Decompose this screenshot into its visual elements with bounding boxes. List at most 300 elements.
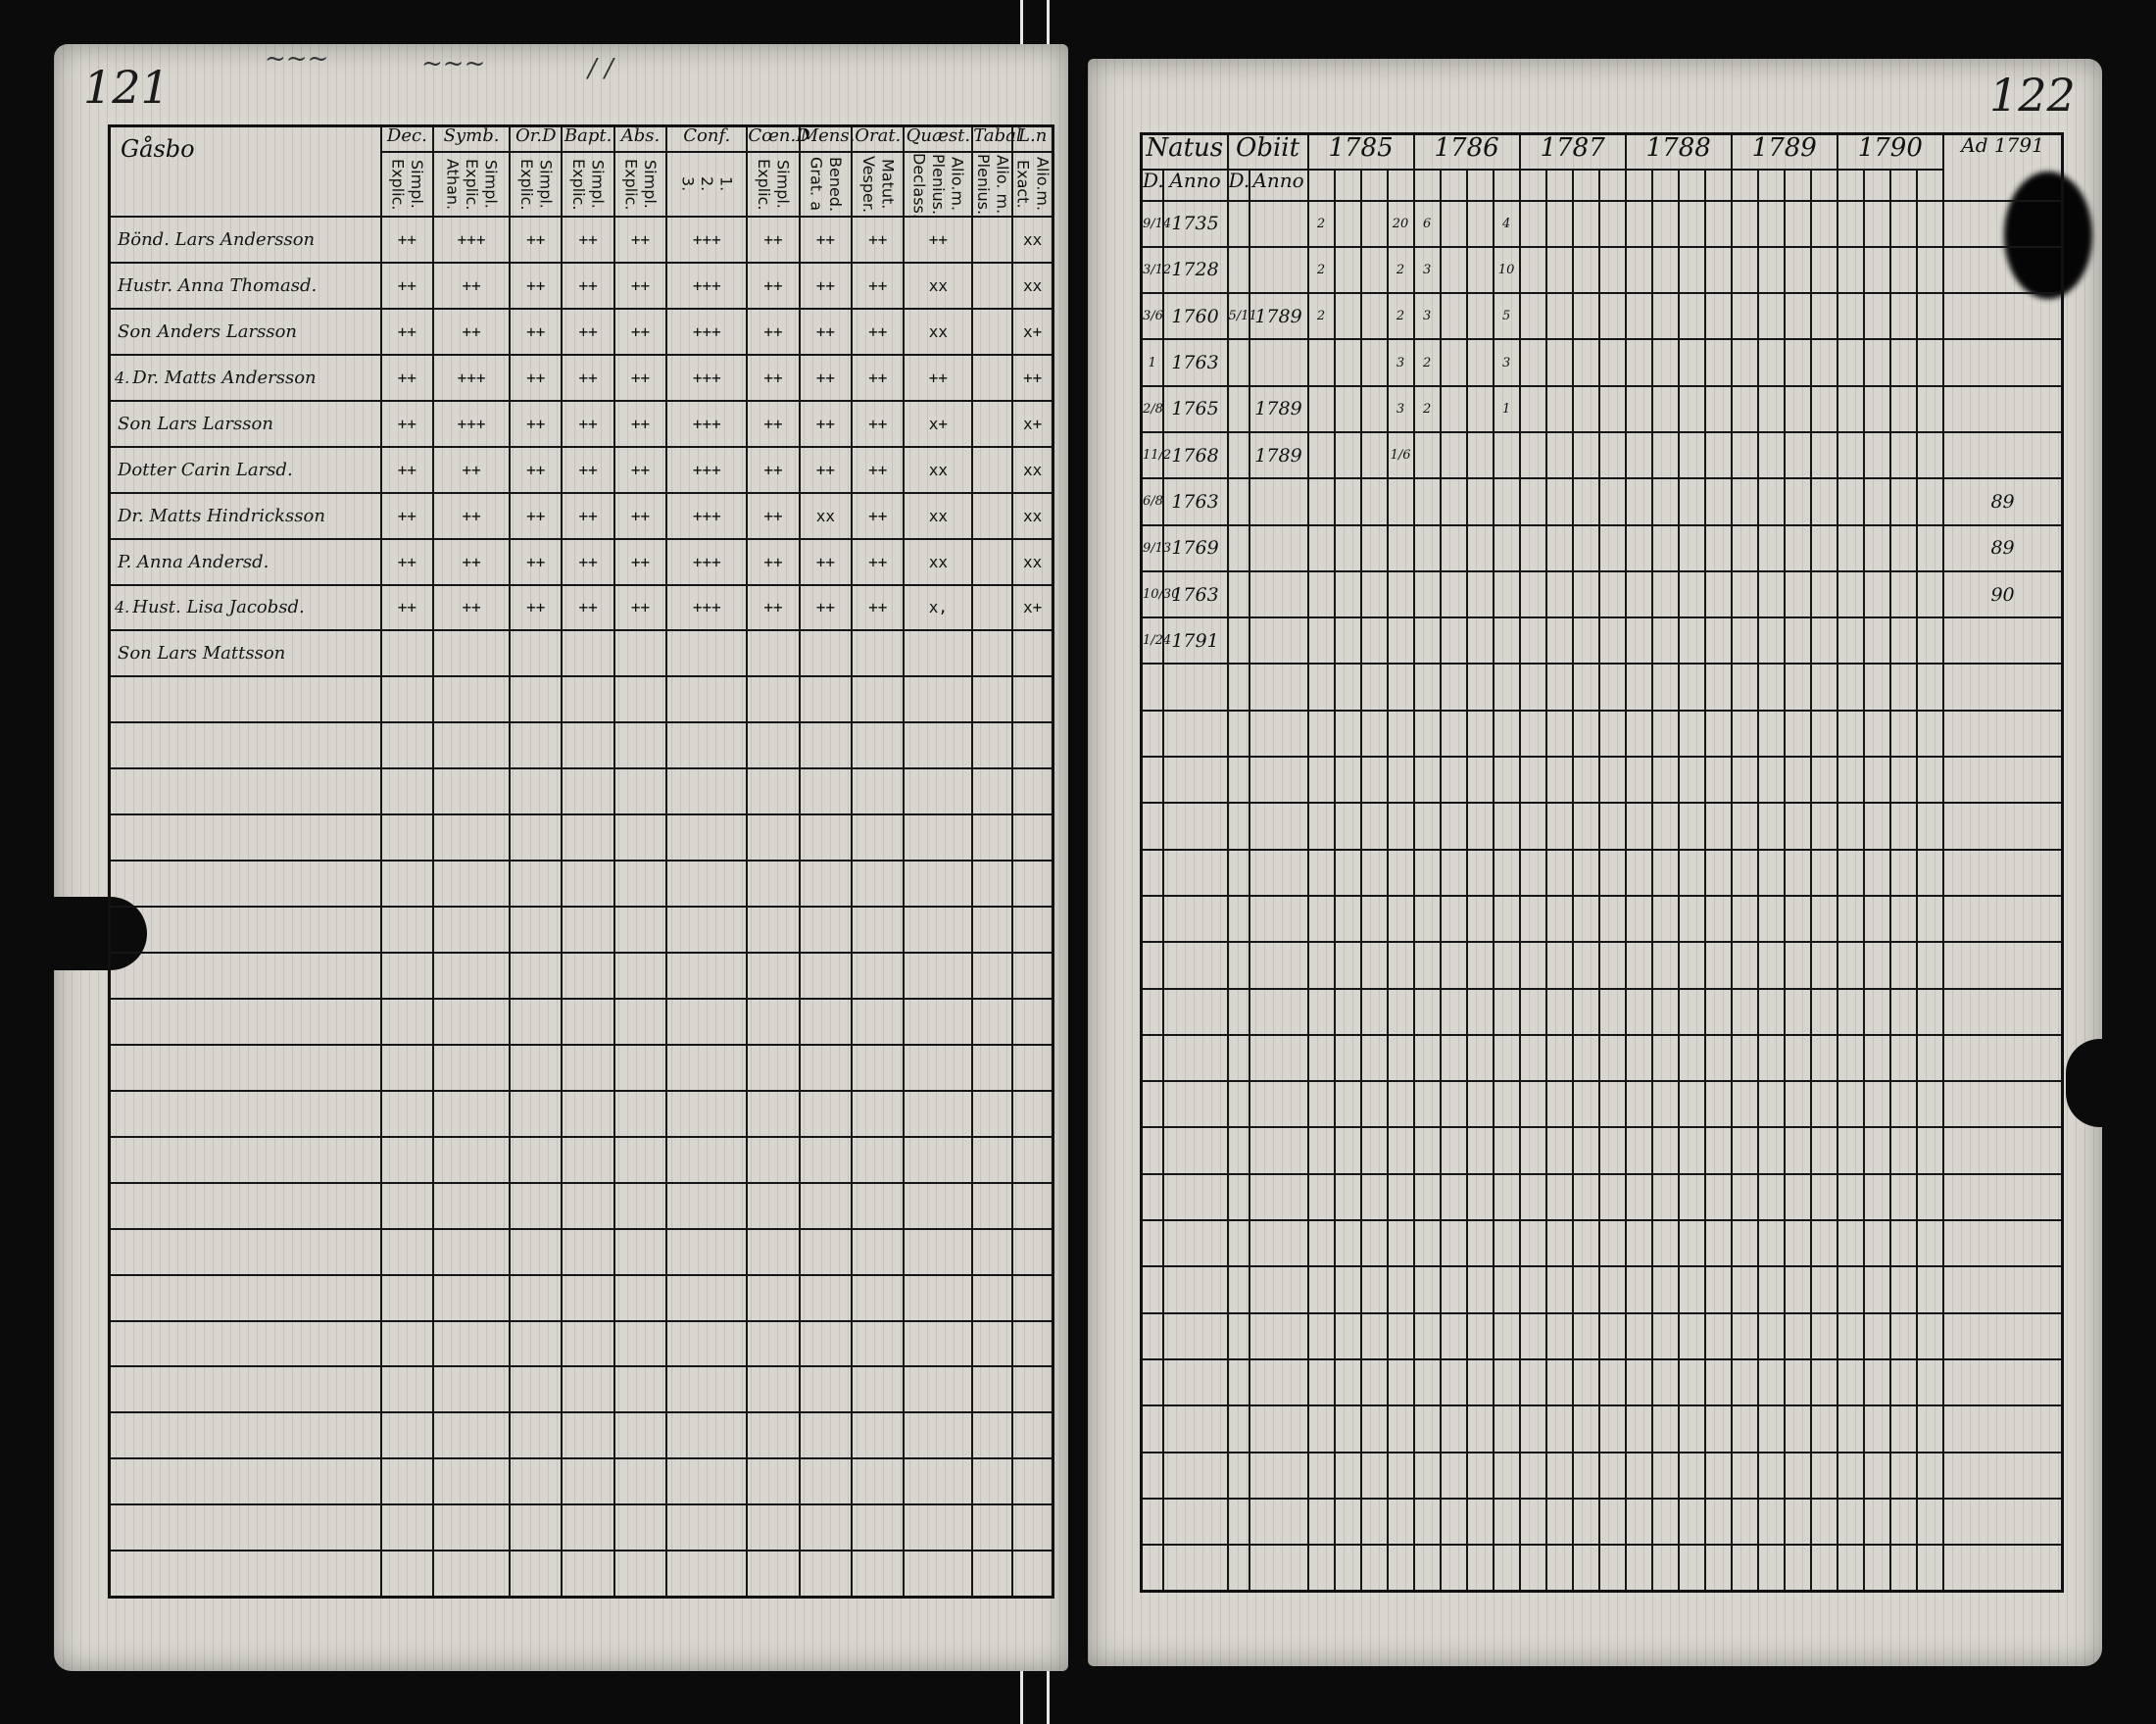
year-mark-cell: [1864, 478, 1890, 524]
mark-cell: ++: [800, 263, 852, 309]
year-mark-cell: [1441, 525, 1467, 571]
year-mark-cell: [1705, 247, 1732, 293]
empty-row: [1142, 1545, 2063, 1591]
empty-cell: [1308, 896, 1335, 942]
obiit-year-cell: [1250, 571, 1308, 617]
year-mark-cell: [1890, 571, 1917, 617]
empty-cell: [1520, 850, 1546, 896]
empty-cell: [1652, 1453, 1679, 1499]
year-mark-cell: [1811, 478, 1838, 524]
empty-cell: [1599, 942, 1626, 988]
empty-cell: [1838, 1499, 1864, 1545]
empty-cell: [1864, 850, 1890, 896]
column-subheaders: [801, 153, 851, 216]
mark-cell: ++: [852, 217, 904, 263]
empty-cell: [1520, 1453, 1546, 1499]
empty-cell: [1250, 1453, 1308, 1499]
empty-cell: [381, 1504, 433, 1551]
empty-cell: [904, 1137, 972, 1183]
empty-cell: [972, 953, 1012, 999]
empty-cell: [1388, 1220, 1414, 1266]
empty-cell: [1388, 942, 1414, 988]
year-mark-cell: [1838, 293, 1864, 339]
name-cell: [110, 630, 381, 676]
year-mark-cell: [1414, 525, 1441, 571]
empty-cell: [1758, 1545, 1785, 1591]
empty-cell: [1467, 1405, 1494, 1452]
empty-cell: [510, 1366, 562, 1412]
empty-cell: [1414, 1127, 1441, 1173]
empty-cell: [614, 814, 666, 861]
empty-cell: [510, 861, 562, 907]
natus-day-cell: 3/6: [1142, 293, 1163, 339]
empty-cell: [747, 1091, 799, 1137]
empty-cell: [1758, 1081, 1785, 1127]
empty-cell: [972, 1045, 1012, 1091]
person-name: Hust. Lisa Jacobsd.: [132, 597, 305, 618]
empty-cell: [852, 1412, 904, 1458]
empty-cell: [1599, 850, 1626, 896]
empty-cell: [1308, 664, 1335, 710]
empty-cell: [614, 676, 666, 722]
empty-cell: [562, 1091, 613, 1137]
empty-cell: [1943, 1405, 2063, 1452]
empty-cell: [1864, 1220, 1890, 1266]
empty-cell: [1679, 1127, 1705, 1173]
empty-cell: [1361, 850, 1388, 896]
empty-cell: [1732, 1081, 1758, 1127]
mark-cell: ++: [852, 539, 904, 585]
mark-cell: ++: [562, 539, 613, 585]
empty-cell: [110, 1321, 381, 1367]
year-mark-cell: [1573, 201, 1599, 247]
empty-cell: [1441, 1313, 1467, 1359]
empty-cell: [1626, 896, 1652, 942]
empty-cell: [1626, 757, 1652, 803]
empty-cell: [1414, 942, 1441, 988]
year-mark-cell: [1652, 386, 1679, 432]
year-mark-cell: [1414, 617, 1441, 664]
year-mark-cell: [1335, 386, 1361, 432]
empty-cell: [666, 1137, 747, 1183]
year-mark-cell: [1838, 571, 1864, 617]
empty-cell: [1705, 1313, 1732, 1359]
empty-cell: [1758, 896, 1785, 942]
year-mark-cell: [1652, 339, 1679, 385]
empty-cell: [1467, 1174, 1494, 1220]
empty-cell: [1864, 989, 1890, 1035]
year-mark-cell: [1864, 293, 1890, 339]
empty-cell: [1705, 1081, 1732, 1127]
column-subheaders: [853, 153, 903, 216]
empty-cell: [1361, 1266, 1388, 1312]
empty-cell: [1626, 989, 1652, 1035]
empty-cell: [1012, 676, 1053, 722]
empty-cell: [1864, 1035, 1890, 1081]
empty-cell: [1388, 803, 1414, 849]
empty-cell: [852, 814, 904, 861]
empty-cell: [666, 1091, 747, 1137]
obiit-day-cell: [1228, 478, 1250, 524]
column-subheader: Alio. m.: [993, 154, 1012, 215]
empty-cell: [433, 1551, 510, 1597]
column-subheader: Bened.: [825, 156, 845, 213]
mark-cell: ++: [614, 401, 666, 447]
empty-cell: [1890, 1081, 1917, 1127]
empty-cell: [1361, 942, 1388, 988]
year-mark-cell: [1705, 339, 1732, 385]
empty-cell: [1414, 1035, 1441, 1081]
empty-cell: [1732, 1453, 1758, 1499]
year-mark-cell: [1890, 201, 1917, 247]
empty-cell: [1335, 757, 1361, 803]
empty-cell: [614, 1551, 666, 1597]
year-mark-cell: [1732, 201, 1758, 247]
empty-row: [110, 1551, 1054, 1597]
empty-cell: [1335, 850, 1361, 896]
obiit-year-cell: [1250, 201, 1308, 247]
empty-cell: [666, 1045, 747, 1091]
column-subheaders: [748, 153, 798, 216]
mark-cell: +++: [433, 401, 510, 447]
empty-row: [1142, 803, 2063, 849]
empty-cell: [1705, 850, 1732, 896]
empty-cell: [1441, 1127, 1467, 1173]
row-prefix: 4.: [115, 368, 130, 387]
year-subcolumn-header: [1308, 170, 1335, 201]
year-subcolumn-header: [1546, 170, 1573, 201]
person-name: Dotter Carin Larsd.: [118, 459, 293, 480]
empty-cell: [1732, 1174, 1758, 1220]
empty-cell: [1652, 1313, 1679, 1359]
empty-cell: [1758, 942, 1785, 988]
year-mark-cell: [1308, 478, 1335, 524]
empty-cell: [852, 1091, 904, 1137]
empty-cell: [1228, 1359, 1250, 1405]
natus-day-cell: 10/30: [1142, 571, 1163, 617]
empty-cell: [800, 722, 852, 768]
empty-cell: [1361, 1545, 1388, 1591]
empty-cell: [1652, 1545, 1679, 1591]
year-mark-cell: [1917, 525, 1943, 571]
year-mark-cell: [1335, 339, 1361, 385]
empty-cell: [800, 1551, 852, 1597]
empty-cell: [1732, 803, 1758, 849]
empty-cell: [1626, 1545, 1652, 1591]
empty-cell: [1732, 711, 1758, 757]
column-header: [510, 126, 562, 218]
empty-cell: [1599, 1266, 1626, 1312]
year-mark-cell: [1467, 571, 1494, 617]
obiit-day-cell: [1228, 386, 1250, 432]
empty-cell: [904, 1412, 972, 1458]
empty-cell: [1467, 989, 1494, 1035]
empty-cell: [1838, 1081, 1864, 1127]
empty-cell: [1917, 1220, 1943, 1266]
column-header: [381, 126, 433, 218]
empty-cell: [972, 1137, 1012, 1183]
empty-row: [1142, 989, 2063, 1035]
year-mark-cell: [1520, 386, 1546, 432]
empty-cell: [1890, 1220, 1917, 1266]
mark-cell: ++: [747, 401, 799, 447]
year-mark-cell: [1785, 525, 1811, 571]
empty-cell: [1838, 1545, 1864, 1591]
empty-cell: [1785, 1313, 1811, 1359]
note-cell: 90: [1943, 571, 2063, 617]
empty-cell: [1335, 1453, 1361, 1499]
empty-cell: [1414, 896, 1441, 942]
register-row: [110, 217, 1054, 263]
year-mark-cell: [1732, 247, 1758, 293]
empty-cell: [1250, 1220, 1308, 1266]
mark-cell: ++: [747, 447, 799, 493]
empty-cell: [1388, 1313, 1414, 1359]
empty-cell: [1705, 664, 1732, 710]
year-mark-cell: [1467, 201, 1494, 247]
empty-cell: [381, 1412, 433, 1458]
empty-cell: [1679, 757, 1705, 803]
year-mark-cell: [1335, 293, 1361, 339]
empty-cell: [1546, 850, 1573, 896]
empty-cell: [1890, 1035, 1917, 1081]
year-mark-cell: [1890, 386, 1917, 432]
empty-cell: [1758, 1266, 1785, 1312]
empty-cell: [1414, 1266, 1441, 1312]
column-subheader: Grat. a: [807, 157, 826, 212]
empty-row: [1142, 1174, 2063, 1220]
empty-cell: [1142, 896, 1163, 942]
year-mark-cell: [1467, 478, 1494, 524]
column-subheader: Explic.: [516, 158, 536, 211]
empty-cell: [1012, 1366, 1053, 1412]
left-header-row: [110, 126, 1054, 218]
empty-cell: [1864, 711, 1890, 757]
empty-cell: [510, 953, 562, 999]
empty-cell: [1163, 1499, 1228, 1545]
empty-cell: [1758, 1453, 1785, 1499]
empty-cell: [510, 1504, 562, 1551]
empty-cell: [1890, 1313, 1917, 1359]
empty-cell: [1388, 1035, 1414, 1081]
empty-cell: [614, 1458, 666, 1504]
person-name: Hustr. Anna Thomasd.: [118, 274, 318, 296]
mark-cell: ++: [614, 539, 666, 585]
empty-cell: [1467, 1081, 1494, 1127]
mark-cell: +++: [666, 585, 747, 631]
empty-cell: [1573, 1035, 1599, 1081]
empty-cell: [1414, 1453, 1441, 1499]
empty-row: [110, 861, 1054, 907]
empty-cell: [1626, 1174, 1652, 1220]
empty-cell: [1142, 1266, 1163, 1312]
year-mark-cell: [1785, 247, 1811, 293]
empty-cell: [1467, 942, 1494, 988]
empty-cell: [1599, 1220, 1626, 1266]
column-header: [562, 126, 613, 218]
empty-cell: [1441, 1266, 1467, 1312]
mark-cell: ++: [747, 309, 799, 355]
empty-cell: [510, 768, 562, 814]
empty-cell: [1652, 1035, 1679, 1081]
mark-cell: ++: [562, 447, 613, 493]
column-title: Cœn.D: [748, 127, 798, 153]
mark-cell: ++: [381, 401, 433, 447]
empty-cell: [1163, 711, 1228, 757]
column-header: [972, 125, 1022, 218]
year-subcolumn-header: [1520, 170, 1546, 201]
empty-cell: [1250, 1545, 1308, 1591]
natus-year-cell: 1763: [1163, 571, 1228, 617]
mark-cell: xx: [904, 493, 972, 539]
year-mark-cell: [1599, 201, 1626, 247]
year-mark-cell: [1864, 386, 1890, 432]
empty-cell: [1864, 1359, 1890, 1405]
year-mark-cell: [1599, 339, 1626, 385]
empty-cell: [1335, 1313, 1361, 1359]
column-subheader: Simpl.: [481, 160, 501, 209]
empty-cell: [1573, 1545, 1599, 1591]
empty-cell: [1890, 1453, 1917, 1499]
empty-cell: [852, 1045, 904, 1091]
empty-cell: [972, 907, 1012, 953]
empty-cell: [1785, 989, 1811, 1035]
empty-cell: [1864, 757, 1890, 803]
empty-cell: [1163, 1035, 1228, 1081]
year-mark-cell: [1890, 432, 1917, 478]
empty-cell: [747, 999, 799, 1045]
mark-cell: ++: [800, 447, 852, 493]
empty-cell: [1811, 1313, 1838, 1359]
empty-cell: [1163, 1266, 1228, 1312]
empty-cell: [1228, 1545, 1250, 1591]
empty-cell: [1228, 1174, 1250, 1220]
empty-cell: [904, 1045, 972, 1091]
mark-cell: xx: [1012, 217, 1053, 263]
year-mark-cell: [1467, 247, 1494, 293]
empty-cell: [666, 768, 747, 814]
mark-cell: ++: [1012, 355, 1053, 401]
empty-cell: [1705, 896, 1732, 942]
year-mark-cell: 4: [1494, 201, 1520, 247]
empty-cell: [747, 953, 799, 999]
empty-cell: [1361, 803, 1388, 849]
empty-cell: [1811, 757, 1838, 803]
empty-cell: [1228, 1220, 1250, 1266]
person-name: Dr. Matts Andersson: [132, 367, 317, 388]
empty-cell: [1546, 942, 1573, 988]
year-mark-cell: 3: [1494, 339, 1520, 385]
column-subheader: Explic.: [569, 158, 589, 211]
mark-cell: ++: [510, 263, 562, 309]
mark-cell: ++: [562, 309, 613, 355]
year-mark-cell: [1811, 525, 1838, 571]
empty-cell: [972, 1504, 1012, 1551]
year-subcolumn-header: [1705, 170, 1732, 201]
column-subheaders: [1013, 153, 1052, 216]
empty-cell: [800, 1458, 852, 1504]
empty-cell: [381, 1321, 433, 1367]
year-mark-cell: [1573, 293, 1599, 339]
empty-row: [110, 768, 1054, 814]
empty-cell: [1414, 757, 1441, 803]
year-mark-cell: [1626, 386, 1652, 432]
empty-cell: [1864, 942, 1890, 988]
empty-cell: [1811, 1266, 1838, 1312]
empty-cell: [1943, 1545, 2063, 1591]
column-subheaders: [563, 153, 612, 216]
empty-cell: [972, 1091, 1012, 1137]
year-mark-cell: [1599, 247, 1626, 293]
register-row: [1142, 432, 2063, 478]
empty-cell: [1414, 1081, 1441, 1127]
empty-cell: [1142, 757, 1163, 803]
column-subheader: Simpl.: [588, 160, 608, 209]
empty-row: [110, 676, 1054, 722]
empty-cell: [1917, 896, 1943, 942]
year-mark-cell: [1361, 478, 1388, 524]
mark-cell: ++: [852, 263, 904, 309]
name-cell: [110, 217, 381, 263]
empty-cell: [1494, 803, 1520, 849]
empty-cell: [1785, 1220, 1811, 1266]
empty-cell: [1441, 664, 1467, 710]
mark-cell: [433, 630, 510, 676]
empty-cell: [1494, 1174, 1520, 1220]
year-mark-cell: [1626, 339, 1652, 385]
empty-row: [1142, 1405, 2063, 1452]
mark-cell: +++: [666, 355, 747, 401]
empty-cell: [1626, 1220, 1652, 1266]
empty-cell: [1335, 711, 1361, 757]
empty-cell: [1732, 1545, 1758, 1591]
year-mark-cell: [1864, 617, 1890, 664]
year-mark-cell: [1679, 432, 1705, 478]
year-mark-cell: [1335, 201, 1361, 247]
empty-cell: [381, 768, 433, 814]
year-mark-cell: [1441, 201, 1467, 247]
mark-cell: [666, 630, 747, 676]
empty-row: [110, 999, 1054, 1045]
column-header: [852, 126, 904, 218]
empty-cell: [1546, 989, 1573, 1035]
register-row: [110, 355, 1054, 401]
empty-cell: [1308, 850, 1335, 896]
empty-cell: [433, 1045, 510, 1091]
mark-cell: ++: [510, 217, 562, 263]
empty-cell: [1705, 989, 1732, 1035]
mark-cell: ++: [614, 263, 666, 309]
mark-cell: ++: [433, 585, 510, 631]
mark-cell: ++: [852, 447, 904, 493]
empty-cell: [1652, 1174, 1679, 1220]
empty-cell: [1917, 711, 1943, 757]
empty-cell: [1250, 757, 1308, 803]
empty-cell: [614, 1504, 666, 1551]
column-subheader: Explic.: [462, 158, 481, 211]
mark-cell: ++: [852, 401, 904, 447]
empty-cell: [1626, 1035, 1652, 1081]
empty-cell: [1917, 1405, 1943, 1452]
empty-cell: [1890, 989, 1917, 1035]
mark-cell: ++: [800, 355, 852, 401]
year-mark-cell: [1811, 339, 1838, 385]
column-subheaders: [905, 153, 971, 219]
last-column-header: Ad 1791: [1943, 134, 2063, 201]
empty-cell: [1890, 1499, 1917, 1545]
empty-cell: [1626, 711, 1652, 757]
empty-cell: [1335, 1359, 1361, 1405]
